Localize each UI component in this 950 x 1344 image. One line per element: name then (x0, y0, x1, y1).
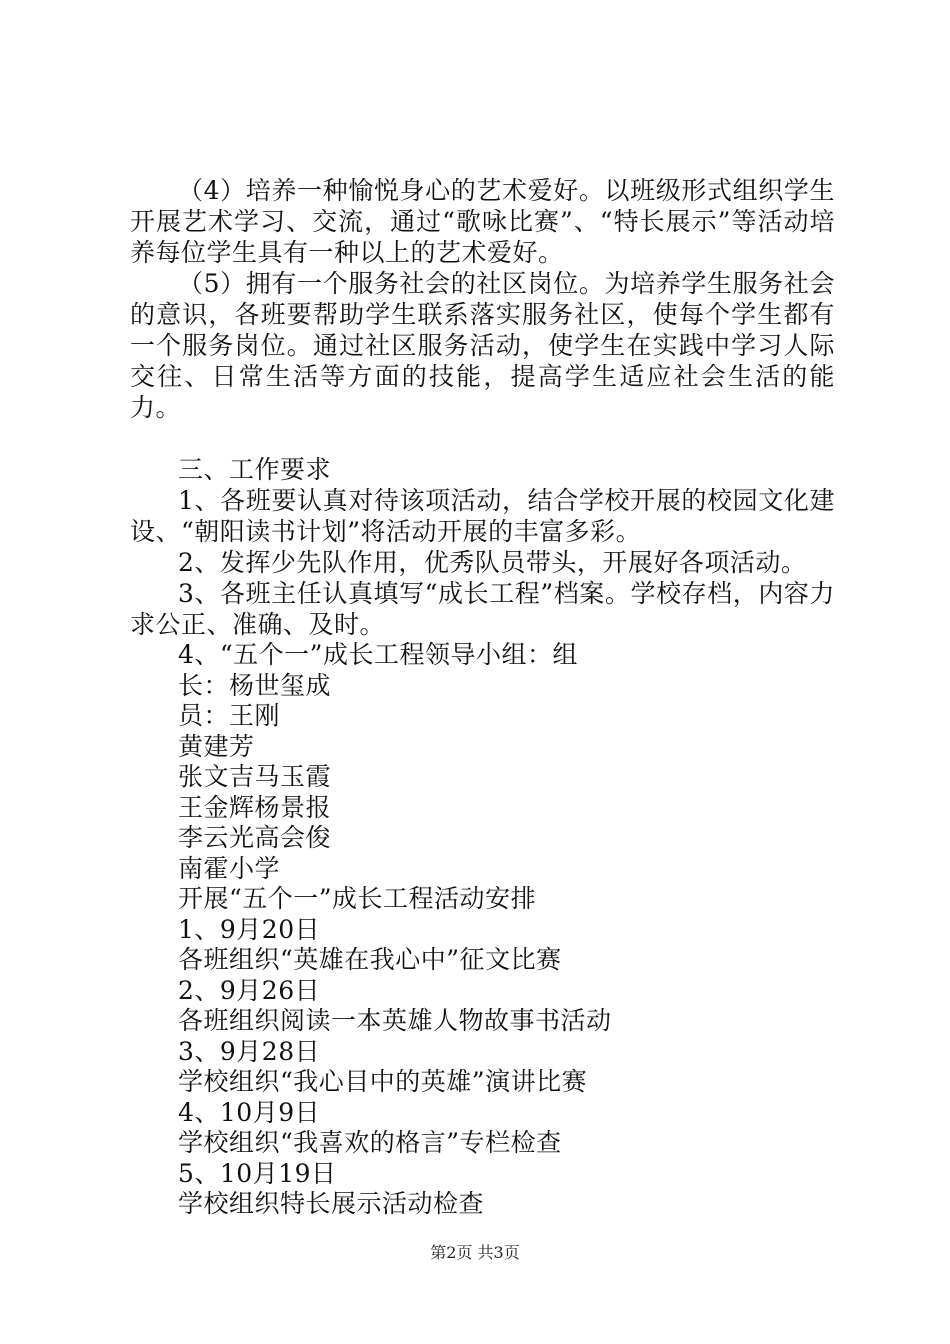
document-body (130, 175, 835, 1220)
schedule-date: 5、10月19日 (178, 1158, 337, 1188)
member-name: 黄建芳 (178, 731, 255, 761)
section-heading-work-requirements: 三、工作要求 (178, 455, 332, 484)
paragraph-art-hobby: （4）培养一种愉悦身心的艺术爱好。以班级形式组织学生开展艺术学习、交流，通过“歌咏比赛”、“特长展示”等活动培养每位学生具有一种以上的艺术爱好。 (130, 176, 835, 267)
school-name: 南霍小学 (178, 853, 281, 883)
page-number-footer: 第2页 共3页 (430, 1243, 520, 1262)
leadership-group-heading: 4、“五个一”成长工程领导小组：组 (178, 640, 578, 669)
schedule-activity: 各班组织阅读一本英雄人物故事书活动 (178, 1006, 612, 1035)
schedule-date: 3、9月28日 (178, 1036, 321, 1066)
requirement-item-3: 3、各班主任认真填写“成长工程”档案。学校存档，内容力求公正、准确、及时。 (130, 579, 835, 639)
requirement-item-1: 1、各班要认真对待该项活动，结合学校开展的校园文化建设、“朝阳读书计划”将活动开展的丰富多彩。 (130, 486, 835, 546)
schedule-date: 1、9月20日 (178, 914, 321, 944)
schedule-activity: 学校组织“我心目中的英雄”演讲比赛 (178, 1067, 588, 1096)
member-name: 王金辉杨景报 (178, 792, 332, 822)
paragraph-community-post: （5）拥有一个服务社会的社区岗位。为培养学生服务社会的意识，各班要帮助学生联系落实服务社区，使每个学生都有一个服务岗位。通过社区服务活动，使学生在实践中学习人际交往、日常生活等方面的技能，提高学生适应社会生活的能力。 (130, 269, 835, 422)
schedule-activity: 各班组织“英雄在我心中”征文比赛 (178, 945, 562, 974)
schedule-activity: 学校组织特长展示活动检查 (178, 1189, 485, 1218)
member-name: 张文吉马玉霞 (178, 762, 332, 791)
schedule-title: 开展“五个一”成长工程活动安排 (178, 884, 537, 913)
member-name: 李云光高会俊 (178, 823, 332, 852)
member-line: 员：王刚 (178, 701, 281, 730)
schedule-activity: 学校组织“我喜欢的格言”专栏检查 (178, 1128, 562, 1157)
requirement-item-2: 2、发挥少先队作用，优秀队员带头，开展好各项活动。 (178, 548, 807, 577)
leader-line: 长：杨世玺成 (178, 670, 332, 700)
schedule-date: 4、10月9日 (178, 1097, 321, 1127)
schedule-date: 2、9月26日 (178, 975, 321, 1005)
